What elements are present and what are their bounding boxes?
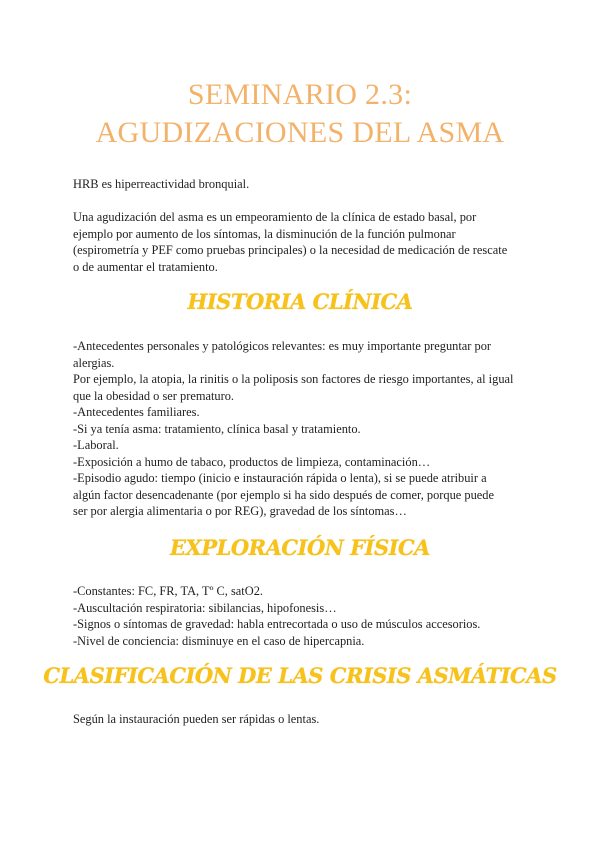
exploracion-paragraph [73,583,533,649]
text-line: (espirometría y PEF como pruebas principales) o la necesidad de medicación de rescate [73,243,508,257]
title-line-2: AGUDIZACIONES DEL ASMA [95,116,505,149]
text-line: algún factor desencadenante (por ejemplo si ha sido después de comer, porque puede [73,487,494,502]
text-line: -Si ya tenía asma: tratamiento, clínica basal y tratamiento. [73,421,361,436]
text-line: -Nivel de conciencia: disminuye en el caso de hipercapnia. [73,633,365,648]
definition-paragraph [73,209,533,275]
text-line: que la obesidad o ser prematuro. [73,388,235,403]
text-line: -Constantes: FC, FR, TA, Tº C, satO2. [73,584,263,598]
section-heading-exploracion: EXPLORACIÓN FÍSICA [170,535,430,560]
text-line: -Auscultación respiratoria: sibilancias, hipofonesis… [73,600,337,615]
section-heading-clasificacion: CLASIFICACIÓN DE LAS CRISIS ASMÁTICAS [43,663,557,688]
text-line: Según la instauración pueden ser rápidas o lentas. [73,712,320,726]
title-line-1: SEMINARIO 2.3: [187,78,413,111]
text-line: Por ejemplo, la atopia, la rinitis o la poliposis son factores de riesgo importantes, al igual [73,372,514,386]
text-line: -Antecedentes personales y patológicos relevantes: es muy importante preguntar por [73,339,492,353]
text-line: -Episodio agudo: tiempo (inicio e instauración rápida o lenta), si se puede atribuir a [73,471,487,485]
text-line: -Antecedentes familiares. [73,405,200,419]
text-line: ejemplo por aumento de los síntomas, la disminución de la función pulmonar [73,226,456,241]
text-line: -Exposición a humo de tabaco, productos de limpieza, contaminación… [73,454,431,469]
hrb-line: HRB es hiperreactividad bronquial. [73,177,250,191]
text-line: -Laboral. [73,438,119,452]
text-line: -Signos o síntomas de gravedad: habla entrecortada o uso de músculos accesorios. [73,617,481,631]
text-line: ser por alergia alimentaria o por REG), gravedad de los síntomas… [73,504,407,518]
historia-paragraph [73,338,533,520]
hrb-paragraph [73,176,533,193]
text-line: Una agudización del asma es un empeoramiento de la clínica de estado basal, por [73,210,477,224]
clasificacion-paragraph [73,711,533,728]
page-title [0,76,600,152]
text-line: o de aumentar el tratamiento. [73,259,218,274]
text-line: alergias. [73,355,115,370]
section-heading-historia: HISTORIA CLÍNICA [187,289,413,314]
